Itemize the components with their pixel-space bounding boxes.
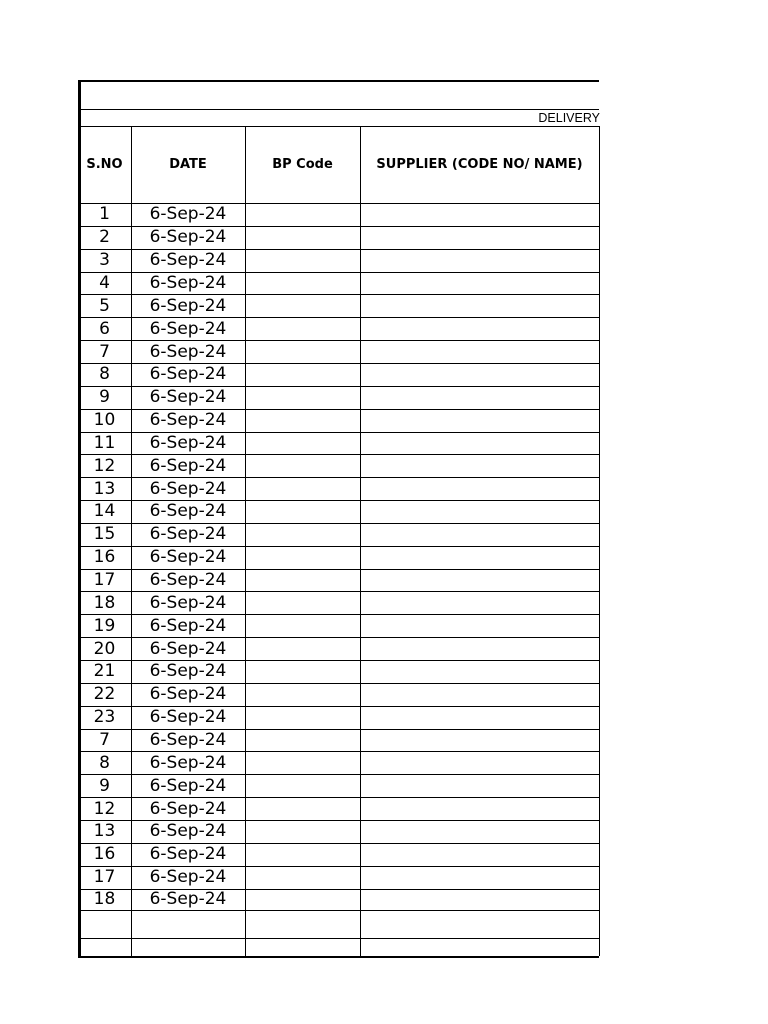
row-sno-cell: 13 <box>93 478 116 499</box>
row-sno-cell: 16 <box>93 547 116 568</box>
row-bp-code-cell <box>245 938 360 957</box>
row-bp-code-cell <box>245 751 360 774</box>
row-bp-code-cell <box>245 683 360 706</box>
row-date-cell: 6-Sep-24 <box>149 867 227 888</box>
row-supplier-cell <box>360 523 599 546</box>
delivery-title: DELIVERY <box>538 110 600 125</box>
row-sno-cell <box>78 938 131 957</box>
row-sno-cell: 8 <box>99 752 110 773</box>
row-supplier-cell <box>360 340 599 363</box>
row-bp-code-cell <box>245 797 360 820</box>
row-bp-code-cell <box>245 477 360 500</box>
row-bp-code-cell <box>245 340 360 363</box>
row-bp-code-cell <box>245 203 360 226</box>
row-sno-cell: 3 <box>99 250 110 271</box>
row-supplier-cell <box>360 591 599 614</box>
row-date-cell: 6-Sep-24 <box>149 364 227 385</box>
row-sno-cell: 14 <box>93 501 116 522</box>
row-sno-cell: 4 <box>99 272 110 293</box>
row-supplier-cell <box>360 409 599 432</box>
table-top-border <box>78 80 599 82</box>
row-supplier-cell <box>360 454 599 477</box>
row-date-cell: 6-Sep-24 <box>149 729 227 750</box>
row-date-cell: 6-Sep-24 <box>149 204 227 225</box>
row-date-cell: 6-Sep-24 <box>149 478 227 499</box>
row-sno-cell: 17 <box>93 570 116 591</box>
row-date-cell: 6-Sep-24 <box>149 775 227 796</box>
row-bp-code-cell <box>245 569 360 592</box>
row-supplier-cell <box>360 706 599 729</box>
row-supplier-cell <box>360 477 599 500</box>
row-sno-cell <box>78 910 131 938</box>
row-supplier-cell <box>360 432 599 455</box>
row-date-cell: 6-Sep-24 <box>149 752 227 773</box>
row-date-cell: 6-Sep-24 <box>149 592 227 613</box>
row-bp-code-cell <box>245 774 360 797</box>
row-date-cell: 6-Sep-24 <box>149 501 227 522</box>
row-sno-cell: 2 <box>99 227 110 248</box>
row-date-cell: 6-Sep-24 <box>149 547 227 568</box>
header-sno: S.NO <box>86 157 123 172</box>
row-supplier-cell <box>360 569 599 592</box>
row-sno-cell: 7 <box>99 341 110 362</box>
row-bp-code-cell <box>245 294 360 317</box>
row-supplier-cell <box>360 614 599 637</box>
row-bp-code-cell <box>245 546 360 569</box>
row-date-cell: 6-Sep-24 <box>149 821 227 842</box>
row-date-cell: 6-Sep-24 <box>149 318 227 339</box>
column-divider <box>599 126 600 956</box>
row-supplier-cell <box>360 203 599 226</box>
row-bp-code-cell <box>245 272 360 295</box>
row-sno-cell: 6 <box>99 318 110 339</box>
row-bp-code-cell <box>245 889 360 910</box>
row-supplier-cell <box>360 226 599 249</box>
row-date-cell: 6-Sep-24 <box>149 570 227 591</box>
row-date-cell: 6-Sep-24 <box>149 889 227 909</box>
row-sno-cell: 19 <box>93 615 116 636</box>
row-bp-code-cell <box>245 706 360 729</box>
row-supplier-cell <box>360 820 599 843</box>
row-sno-cell: 18 <box>93 889 116 909</box>
row-sno-cell: 1 <box>99 204 110 225</box>
row-bp-code-cell <box>245 249 360 272</box>
row-supplier-cell <box>360 272 599 295</box>
row-date-cell <box>131 938 245 957</box>
row-sno-cell: 10 <box>93 410 116 431</box>
header-bp-code: BP Code <box>272 157 333 172</box>
row-supplier-cell <box>360 797 599 820</box>
row-bp-code-cell <box>245 386 360 409</box>
row-date-cell: 6-Sep-24 <box>149 250 227 271</box>
row-date-cell: 6-Sep-24 <box>149 455 227 476</box>
row-sno-cell: 13 <box>93 821 116 842</box>
row-bp-code-cell <box>245 729 360 752</box>
row-sno-cell: 18 <box>93 592 116 613</box>
row-bp-code-cell <box>245 637 360 660</box>
row-date-cell: 6-Sep-24 <box>149 524 227 545</box>
row-sno-cell: 12 <box>93 455 116 476</box>
row-bp-code-cell <box>245 866 360 889</box>
row-supplier-cell <box>360 683 599 706</box>
row-sno-cell: 7 <box>99 729 110 750</box>
row-supplier-cell <box>360 546 599 569</box>
row-sno-cell: 16 <box>93 844 116 865</box>
row-supplier-cell <box>360 729 599 752</box>
row-date-cell: 6-Sep-24 <box>149 387 227 408</box>
row-bp-code-cell <box>245 591 360 614</box>
row-sno-cell: 23 <box>93 707 116 728</box>
header-date: DATE <box>169 157 207 172</box>
row-date-cell: 6-Sep-24 <box>149 661 227 682</box>
row-supplier-cell <box>360 294 599 317</box>
row-bp-code-cell <box>245 432 360 455</box>
row-bp-code-cell <box>245 500 360 523</box>
row-bp-code-cell <box>245 843 360 866</box>
row-bp-code-cell <box>245 614 360 637</box>
row-date-cell: 6-Sep-24 <box>149 295 227 316</box>
row-date-cell: 6-Sep-24 <box>149 844 227 865</box>
row-sno-cell: 5 <box>99 295 110 316</box>
row-supplier-cell <box>360 500 599 523</box>
row-supplier-cell <box>360 866 599 889</box>
row-date-cell: 6-Sep-24 <box>149 798 227 819</box>
row-sno-cell: 20 <box>93 638 116 659</box>
row-sno-cell: 21 <box>93 661 116 682</box>
row-date-cell: 6-Sep-24 <box>149 227 227 248</box>
row-supplier-cell <box>360 660 599 683</box>
row-supplier-cell <box>360 889 599 910</box>
row-bp-code-cell <box>245 454 360 477</box>
row-sno-cell: 9 <box>99 387 110 408</box>
row-sno-cell: 12 <box>93 798 116 819</box>
row-bp-code-cell <box>245 820 360 843</box>
row-bp-code-cell <box>245 363 360 386</box>
row-bp-code-cell <box>245 409 360 432</box>
row-date-cell: 6-Sep-24 <box>149 410 227 431</box>
row-sno-cell: 15 <box>93 524 116 545</box>
row-supplier-cell <box>360 938 599 957</box>
row-supplier-cell <box>360 249 599 272</box>
row-sno-cell: 22 <box>93 684 116 705</box>
row-bp-code-cell <box>245 660 360 683</box>
table-bottom-border <box>78 956 599 958</box>
row-bp-code-cell <box>245 910 360 938</box>
row-supplier-cell <box>360 843 599 866</box>
row-date-cell <box>131 910 245 938</box>
row-date-cell: 6-Sep-24 <box>149 432 227 453</box>
row-date-cell: 6-Sep-24 <box>149 638 227 659</box>
row-date-cell: 6-Sep-24 <box>149 684 227 705</box>
row-bp-code-cell <box>245 523 360 546</box>
row-supplier-cell <box>360 386 599 409</box>
row-date-cell: 6-Sep-24 <box>149 272 227 293</box>
row-supplier-cell <box>360 910 599 938</box>
row-date-cell: 6-Sep-24 <box>149 341 227 362</box>
row-supplier-cell <box>360 774 599 797</box>
row-date-cell: 6-Sep-24 <box>149 615 227 636</box>
row-sno-cell: 17 <box>93 867 116 888</box>
row-supplier-cell <box>360 317 599 340</box>
row-sno-cell: 8 <box>99 364 110 385</box>
header-supplier: SUPPLIER (CODE NO/ NAME) <box>376 157 583 172</box>
row-date-cell: 6-Sep-24 <box>149 707 227 728</box>
row-sno-cell: 11 <box>93 432 116 453</box>
row-bp-code-cell <box>245 317 360 340</box>
row-sno-cell: 9 <box>99 775 110 796</box>
row-supplier-cell <box>360 751 599 774</box>
row-supplier-cell <box>360 363 599 386</box>
row-supplier-cell <box>360 637 599 660</box>
row-bp-code-cell <box>245 226 360 249</box>
